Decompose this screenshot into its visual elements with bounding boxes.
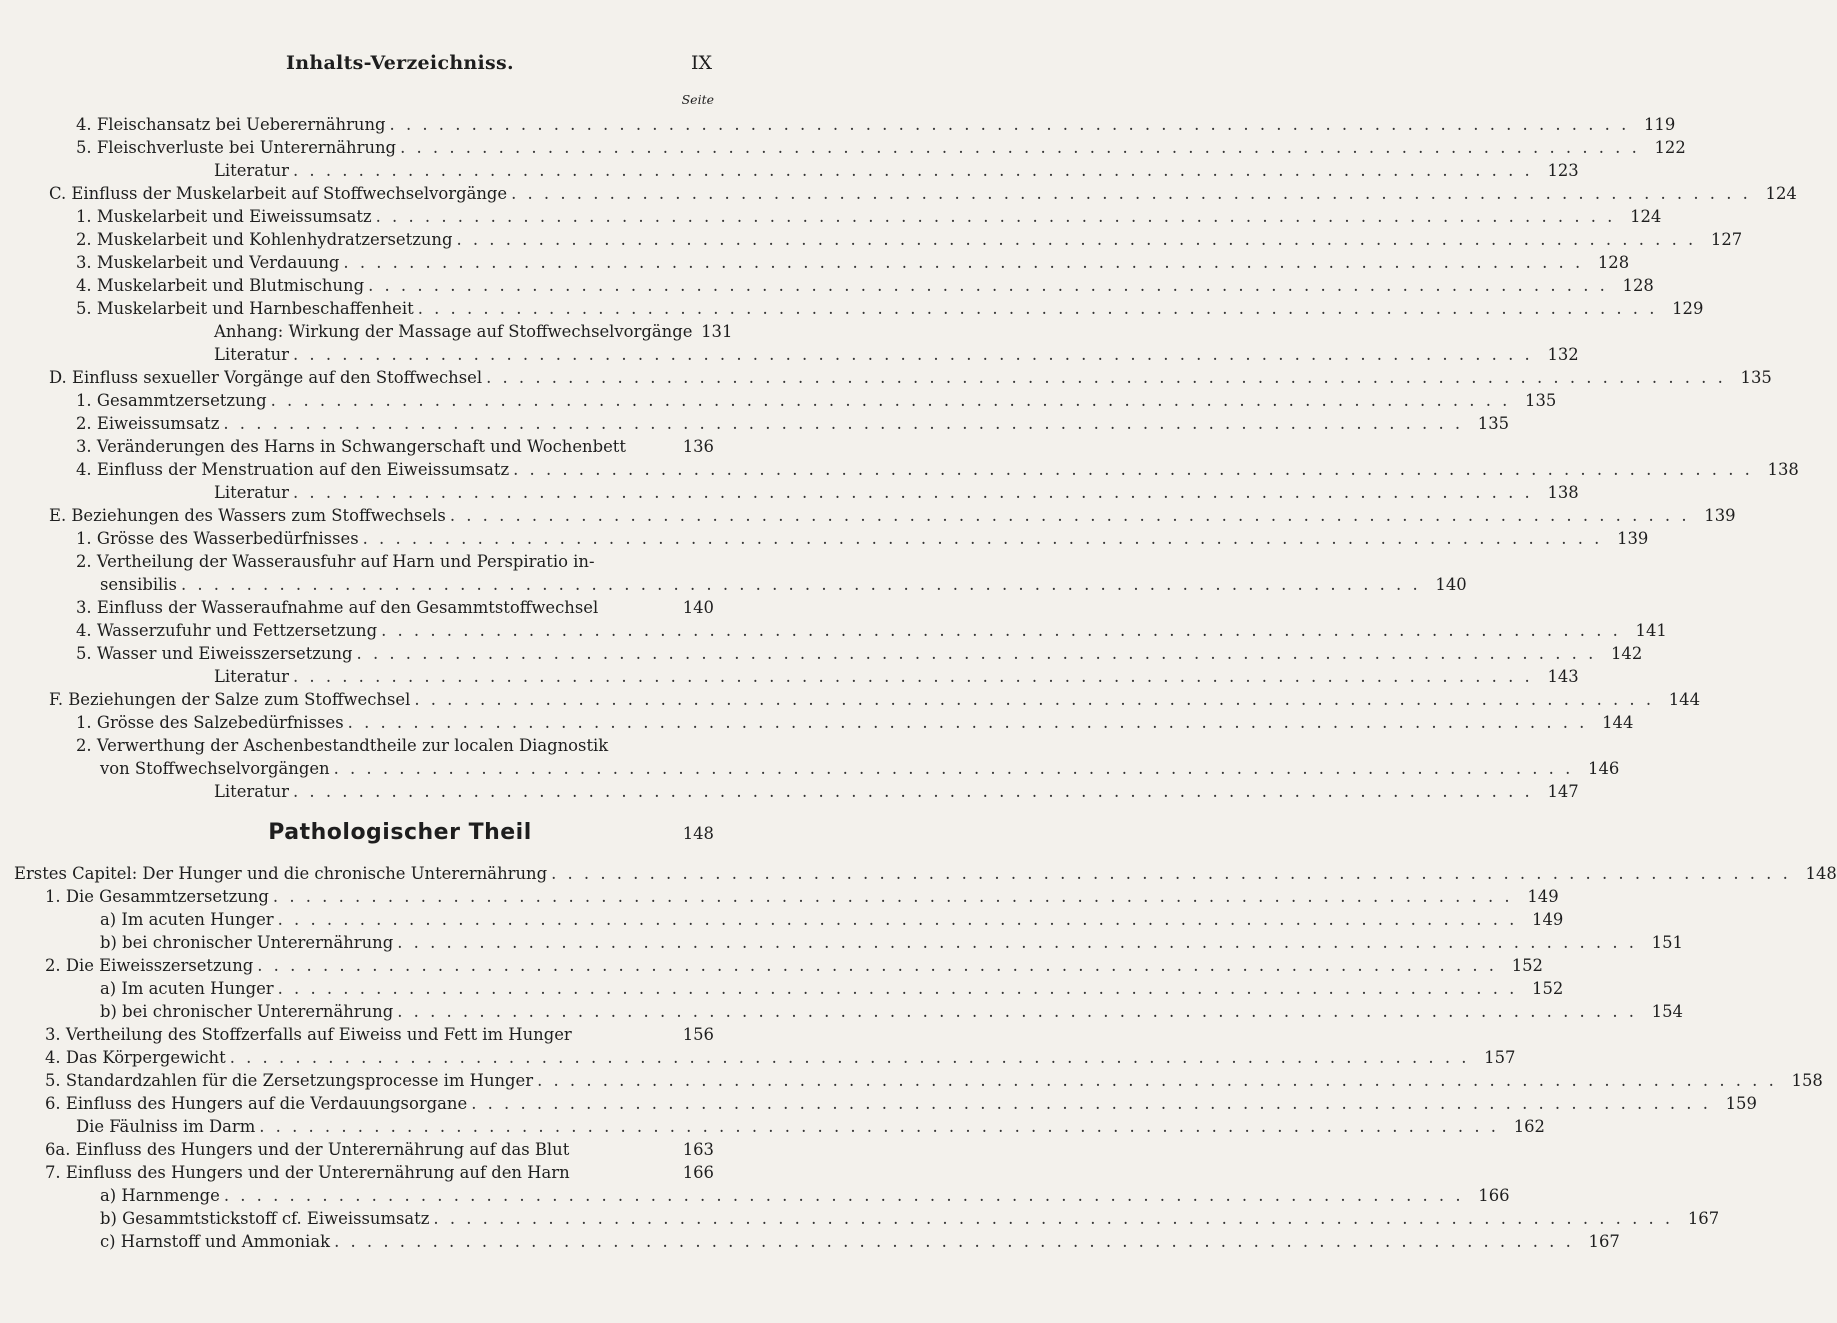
- toc-section-c: C. Einfluss der Muskelarbeit auf Stoffwechselvorgänge . . . 124: [49, 182, 714, 206]
- toc-subentry: a) Im acuten Hunger . . . 152: [100, 977, 714, 1001]
- toc-entry-literatur: Literatur . . . 147: [214, 780, 714, 804]
- toc-section-e: E. Beziehungen des Wassers zum Stoffwechsels . . . 139: [49, 504, 714, 528]
- toc-subentry: Die Fäulniss im Darm . . . 162: [76, 1115, 714, 1139]
- toc-entry: 5. Wasser und Eiweisszersetzung . . . 142: [76, 642, 714, 666]
- toc-entry: 2. Verwerthung der Aschenbestandtheile zur localen Diagnostik: [76, 736, 609, 755]
- toc-subentry: b) Gesammtstickstoff cf. Eiweissumsatz . . . 167: [100, 1207, 714, 1231]
- toc-section-d: D. Einfluss sexueller Vorgänge auf den Stoffwechsel . . . 135: [49, 366, 714, 390]
- toc-entry: 1. Die Gesammtzersetzung . . . 149: [45, 885, 714, 909]
- toc-entry: 1. Grösse des Salzebedürfnisses . . . 144: [76, 711, 714, 735]
- toc-entry: 7. Einfluss des Hungers und der Unterernährung auf den Harn 166: [45, 1163, 714, 1182]
- toc-entry: 3. Vertheilung des Stoffzerfalls auf Eiweiss und Fett im Hunger 156: [45, 1025, 714, 1044]
- toc-entry: 4. Einfluss der Menstruation auf den Eiweissumsatz . . . 138: [76, 458, 714, 482]
- toc-entry: 1. Muskelarbeit und Eiweissumsatz . . . 124: [76, 205, 714, 229]
- toc-entry: 4. Muskelarbeit und Blutmischung . . . 128: [76, 274, 714, 298]
- toc-entry: 3. Veränderungen des Harns in Schwangerschaft und Wochenbett 136: [76, 437, 714, 456]
- toc-entry: 6. Einfluss des Hungers auf die Verdauungsorgane . . . 159: [45, 1092, 714, 1116]
- toc-entry-continuation: von Stoffwechselvorgängen . . . 146: [100, 757, 714, 781]
- toc-entry: 2. Die Eiweisszersetzung . . . 152: [45, 954, 714, 978]
- toc-entry: 3. Muskelarbeit und Verdauung . . . 128: [76, 251, 714, 275]
- toc-entry-literatur: Literatur . . . 123: [214, 159, 714, 183]
- toc-entry: 4. Das Körpergewicht . . . 157: [45, 1046, 714, 1070]
- toc-entry-continuation: sensibilis . . . 140: [100, 573, 714, 597]
- toc-subentry: b) bei chronischer Unterernährung . . . 151: [100, 931, 714, 955]
- toc-entry: 5. Fleischverluste bei Unterernährung . . . 122: [76, 136, 714, 160]
- section-title: Pathologischer Theil: [268, 820, 532, 845]
- section-heading: [0, 820, 800, 852]
- toc-entry: 5. Standardzahlen für die Zersetzungsprocesse im Hunger . . . 158: [45, 1069, 714, 1093]
- toc-entry-literatur: Literatur . . . 132: [214, 343, 714, 367]
- toc-entry: 2. Vertheilung der Wasserausfuhr auf Harn und Perspiratio in-: [76, 552, 595, 571]
- toc-entry: 2. Muskelarbeit und Kohlenhydratzersetzung . . . 127: [76, 228, 714, 252]
- toc-chapter-entry: Erstes Capitel: Der Hunger und die chronische Unterernährung . . . 148: [14, 862, 714, 886]
- page-column-label: Seite: [681, 92, 714, 107]
- page-number: IX: [690, 52, 712, 74]
- toc-entry: 4. Wasserzufuhr und Fettzersetzung . . . 141: [76, 619, 714, 643]
- toc-subentry: b) bei chronischer Unterernährung . . . 154: [100, 1000, 714, 1024]
- toc-entry: 1. Gesammtzersetzung . . . 135: [76, 389, 714, 413]
- page-title: Inhalts-Verzeichniss.: [286, 52, 514, 74]
- toc-entry-literatur: Literatur . . . 138: [214, 481, 714, 505]
- toc-entry: 3. Einfluss der Wasseraufnahme auf den Gesammtstoffwechsel 140: [76, 598, 714, 617]
- toc-entry-literatur: Literatur . . . 143: [214, 665, 714, 689]
- toc-subentry: a) Im acuten Hunger . . . 149: [100, 908, 714, 932]
- toc-entry: 1. Grösse des Wasserbedürfnisses . . . 139: [76, 527, 714, 551]
- toc-entry: 5. Muskelarbeit und Harnbeschaffenheit . . . 129: [76, 297, 714, 321]
- toc-entry: 6a. Einfluss des Hungers und der Unterernährung auf das Blut 163: [45, 1140, 714, 1159]
- toc-section-f: F. Beziehungen der Salze zum Stoffwechsel . . . 144: [49, 688, 714, 712]
- toc-entry: 4. Fleischansatz bei Ueberernährung . . . 119: [76, 113, 714, 137]
- toc-subentry: c) Harnstoff und Ammoniak . . . 167: [100, 1230, 714, 1254]
- toc-entry: 2. Eiweissumsatz . . . 135: [76, 412, 714, 436]
- section-page-number: 148: [682, 824, 714, 843]
- toc-entry-anhang: Anhang: Wirkung der Massage auf Stoffwechselvorgänge 131: [214, 322, 733, 341]
- toc-subentry: a) Harnmenge . . . 166: [100, 1184, 714, 1208]
- running-head: [0, 52, 800, 80]
